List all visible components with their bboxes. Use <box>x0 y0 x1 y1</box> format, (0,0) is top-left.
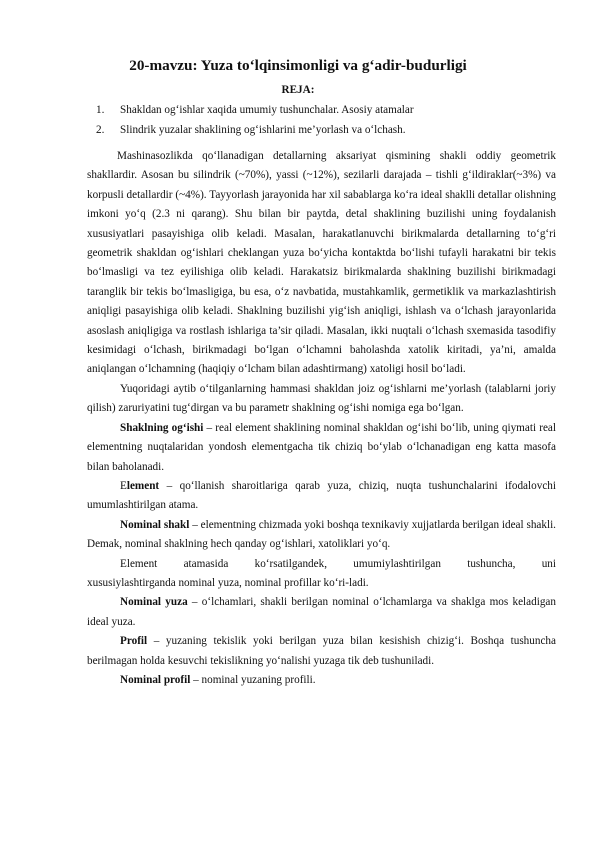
definition-text: – qo‘llanish sharoitlariga qarab yuza, chiziq, nuqta tushunchalarini ifodalovchi umumlashtirilgan atama. <box>87 479 556 512</box>
definition-nominal-shape <box>87 516 556 555</box>
paragraph-element-continuation: xususiylashtirganda nominal yuza, nominal profillar ko‘ri-ladi. <box>87 576 369 589</box>
term-profile: Profil <box>120 635 148 648</box>
term-nominal-shape: Nominal shakl <box>120 518 190 531</box>
definition-text: – elementning chizmada yoki boshqa texnikaviy xujjatlarda berilgan ideal shakli. Demak, nominal shaklning hech qanday og‘ishlari, xatoliklari yo‘q. <box>87 518 556 551</box>
plan-item-text: Slindrik yuzalar shaklining og‘ishlarini me’yorlash va o‘lchash. <box>120 124 406 136</box>
term-nominal-surface: Nominal yuza <box>120 596 188 609</box>
page-title: 20-mavzu: Yuza to‘lqinsimonligi va g‘adir-budurligi <box>129 57 467 74</box>
word: atamasida <box>183 557 229 570</box>
word: tushuncha, <box>467 557 516 570</box>
definition-text: – nominal yuzaning profili. <box>190 673 316 686</box>
term-shape-deviation: Shaklning og‘ishi <box>120 421 204 434</box>
definition-profile <box>87 632 556 671</box>
definition-element <box>87 477 556 516</box>
definition-text: – o‘lchamlari, shakli berilgan nominal o‘lchamlarga va shaklga mos keladigan ideal yuza. <box>87 596 556 628</box>
definition-nominal-surface <box>87 593 556 632</box>
document-body <box>87 147 556 690</box>
paragraph-element-line <box>87 555 556 574</box>
plan-item <box>96 100 556 120</box>
paragraph-intro: Mashinasozlikda qo‘llanadigan detallarning aksariyat qismining shakli oddiy geometrik shakllardir. Asosan bu silindrik (~70%), yassi (~12%), sezilarli darajada – tishli g‘ildiraklar(~3%) va korpusli detallardir (~4%). Tayyorlash jarayonida har xil sabablarga ko‘ra ideal shaklli detallar olishning imkoni yo‘q (2.3 ni qarang). Shu bilan bir paytda, detal shaklining buzilishi uning foydalanish xususiyatlari pasayishiga olib keladi. Masalan, harakatlanuvchi birikmalarda detallarning to‘g‘ri geometrik shakldan og‘ishlari cheklangan yuza bo‘yicha kontaktda bo‘lishi tufayli harakatni bir tekis bo‘lmasligi va tez eyilishiga olib keladi. Harakatsiz birikmalarda shaklning buzilishi birikmadagi taranglik bir tekis bo‘lmasligiga, bu esa, o‘z navbatida, mustahkamlik, germetiklik va markazlashtirish aniqligi pasayishiga olib keladi. Shaklning buzilishi yig‘ish aniqligi, ishlash va o‘lchash jarayonlarida asoslash aniqligiga va rostlash ishlariga ta’sir qiladi. Masalan, ikki nuqtali o‘lchash sxemasida tasodifiy kesimidagi o‘lchash, birikmadagi bo‘lgan o‘lchamni baholashda xatolik kiritadi, ya’ni, amalda aniqlangan o‘lchamning (haqiqiy o‘lcham bilan adashtirmang) xatoligi hosil bo‘ladi. <box>87 150 556 376</box>
word: ko‘rsatilgandek, <box>254 557 327 570</box>
definition-text: – real element shaklining nominal shakldan og‘ishi bo‘lib, uning qiymati real elementning nuqtalaridan yondosh elementgacha tik chiziq bo‘ylab o‘lchanadigan eng katta masofa bilan baholanadi. <box>87 421 556 473</box>
word: umumiylashtirilgan <box>353 557 441 570</box>
definition-shape-deviation <box>87 419 556 477</box>
plan-item-text: Shakldan og‘ishlar xaqida umumiy tushunchalar. Asosiy atamalar <box>120 104 414 116</box>
definition-text: – yuzaning tekislik yoki berilgan yuza bilan kesishish chizig‘i. Boshqa tushuncha berilmagan holda kesuvchi tekislikning yo‘nalishi yuzaga tik deb tushuniladi. <box>87 635 556 667</box>
term-nominal-profile: Nominal profil <box>120 673 191 686</box>
plan-item-number: 2. <box>96 124 105 136</box>
term-element-initial: E <box>120 479 127 492</box>
word: uni <box>541 557 556 570</box>
term-element: lement <box>126 479 160 492</box>
plan-heading: REJA: <box>281 84 315 96</box>
paragraph-normalization: Yuqoridagi aytib o‘tilganlarning hammasi shakldan joiz og‘ishlarni me’yorlash (talablarni joriy qilish) zaruriyatini tug‘dirgan va bu parametr shaklning og‘ishi nomiga ega bo‘lgan. <box>87 382 556 415</box>
definition-nominal-profile <box>87 671 556 690</box>
plan-item <box>96 120 556 140</box>
word: Element <box>120 557 158 570</box>
plan-item-number: 1. <box>96 104 105 116</box>
plan-list <box>96 100 556 140</box>
